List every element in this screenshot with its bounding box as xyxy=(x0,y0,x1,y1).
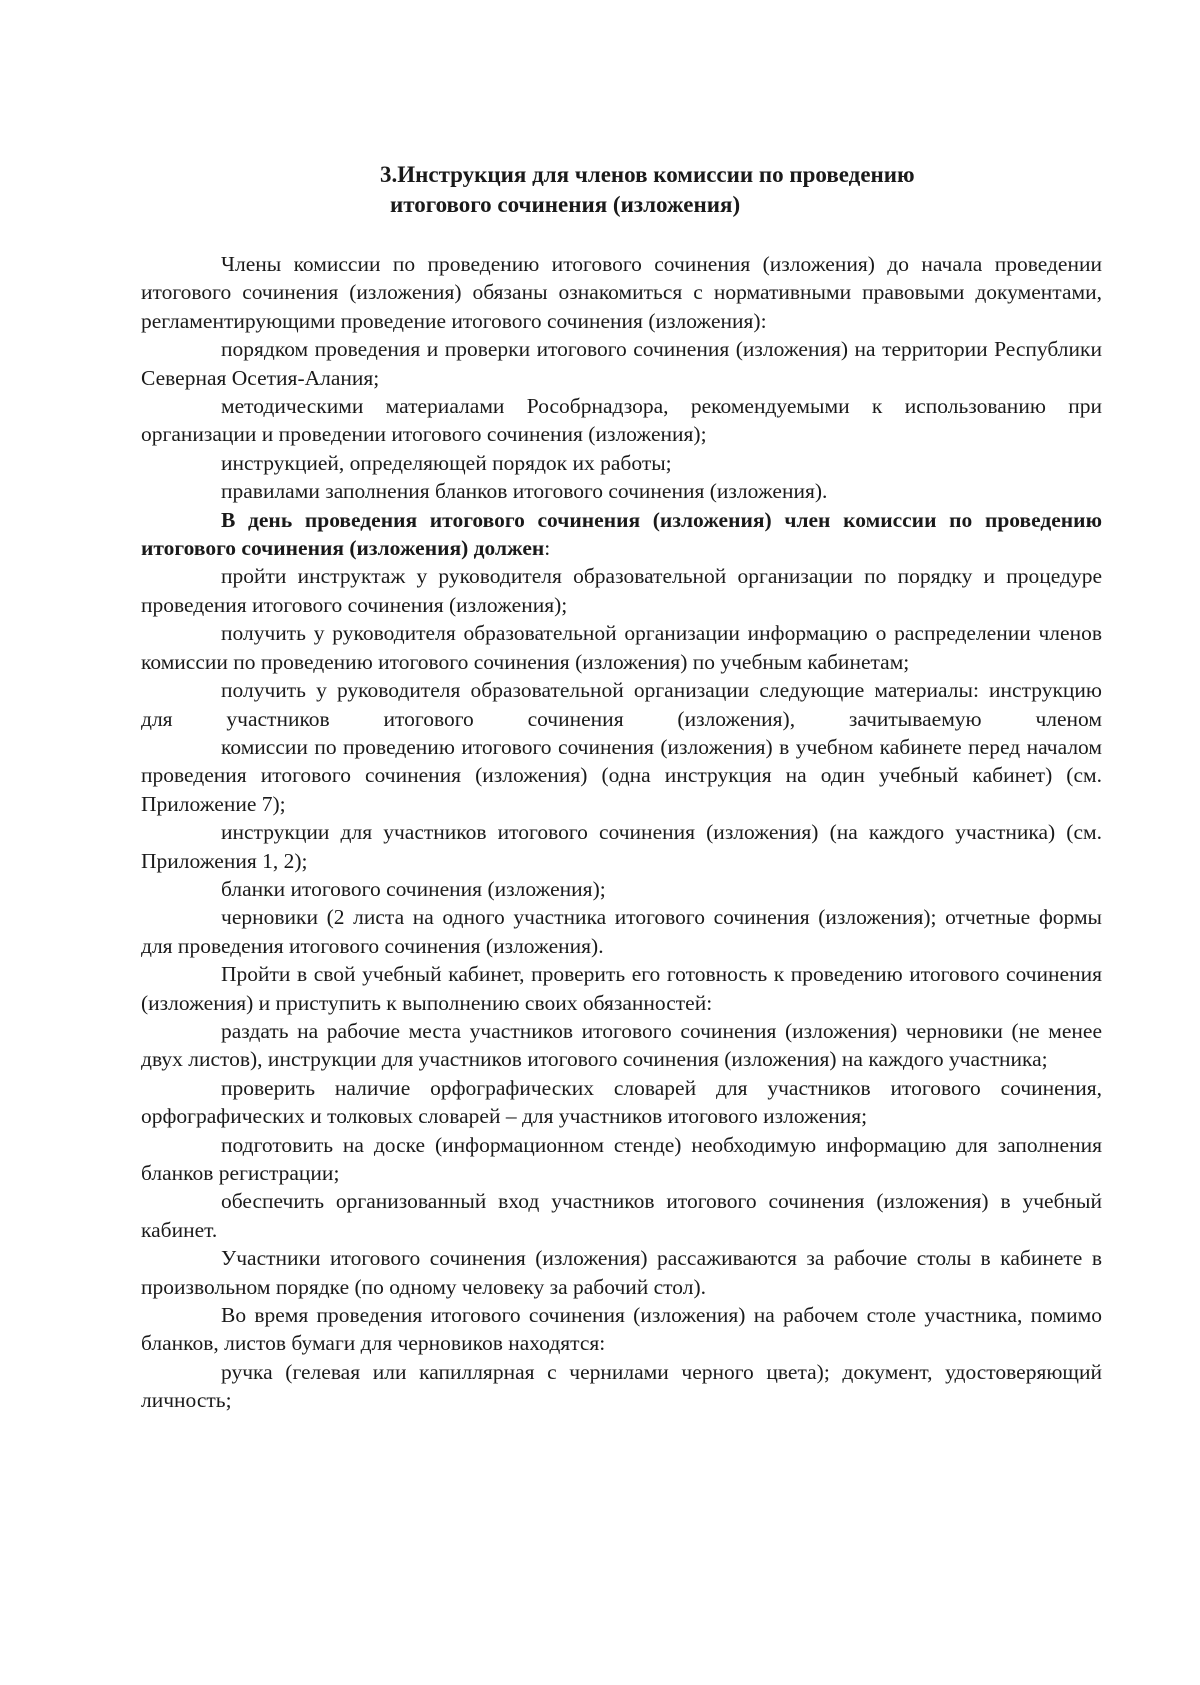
paragraph: черновики (2 листа на одного участника итогового сочинения (изложения); отчетные формы для проведения итогового сочинения (изложения). xyxy=(141,905,1102,958)
paragraph-bold xyxy=(141,506,1102,563)
paragraph: Участники итогового сочинения (изложения) рассаживаются за рабочие столы в кабинете в произвольном порядке (по одному человеку за рабочий стол). xyxy=(141,1246,1102,1299)
paragraph: проверить наличие орфографических словарей для участников итогового сочинения, орфографических и толковых словарей – для участников итогового изложения; xyxy=(141,1075,1102,1129)
paragraph: инструкции для участников итогового сочинения (изложения) (на каждого участника) (см. Приложения 1, 2); xyxy=(141,820,1102,873)
bold-heading-text: В день проведения итогового сочинения (изложения) член комиссии по проведению итогового сочинения (изложения) должен xyxy=(141,507,1102,561)
paragraph: Члены комиссии по проведению итогового сочинения (изложения) до начала проведении итогового сочинения (изложения) обязаны ознакомиться с нормативными правовыми документами, регламентирующими проведение итогового сочинения (изложения): xyxy=(141,252,1102,333)
paragraph: инструкцией, определяющей порядок их работы; xyxy=(221,450,672,475)
paragraph: комиссии по проведению итогового сочинения (изложения) в учебном кабинете перед началом проведения итогового сочинения (изложения) (одна инструкция на один учебный кабинет) (см. Приложение 7); xyxy=(141,734,1102,816)
paragraph: пройти инструктаж у руководителя образовательной организации по порядку и процедуре проведения итогового сочинения (изложения); xyxy=(141,564,1102,617)
paragraph: порядком проведения и проверки итогового сочинения (изложения) на территории Республики Северная Осетия-Алания; xyxy=(141,337,1102,390)
paragraph: ручка (гелевая или капиллярная с чернилами черного цвета); документ, удостоверяющий личность; xyxy=(141,1359,1102,1413)
paragraph: Во время проведения итогового сочинения (изложения) на рабочем столе участника, помимо бланков, листов бумаги для черновиков находятся: xyxy=(141,1303,1102,1356)
paragraph: Пройти в свой учебный кабинет, проверить его готовность к проведению итогового сочинения (изложения) и приступить к выполнению своих обязанностей: xyxy=(141,962,1102,1015)
paragraph: обеспечить организованный вход участников итогового сочинения (изложения) в учебный кабинет. xyxy=(141,1189,1102,1242)
paragraph: раздать на рабочие места участников итогового сочинения (изложения) черновики (не менее двух листов), инструкции для участников итогового сочинения (изложения) на каждого участника; xyxy=(141,1018,1102,1072)
paragraph: правилами заполнения бланков итогового сочинения (изложения). xyxy=(221,479,828,504)
paragraph: получить у руководителя образовательной организации информацию о распределении членов комиссии по проведению итогового сочинения (изложения) по учебным кабинетам; xyxy=(141,621,1102,674)
paragraph: подготовить на доске (информационном стенде) необходимую информацию для заполнения бланков регистрации; xyxy=(141,1132,1102,1185)
title-line-1: 3.Инструкция для членов комиссии по проведению xyxy=(380,162,915,187)
paragraph: методическими материалами Рособрнадзора, рекомендуемыми к использованию при организации и проведении итогового сочинения (изложения); xyxy=(141,394,1102,447)
paragraph: бланки итогового сочинения (изложения); xyxy=(221,876,606,901)
paragraph: получить у руководителя образовательной организации следующие материалы: инструкцию для участников итогового сочинения (изложения), зачитываемую членом xyxy=(141,678,1102,731)
document-body xyxy=(141,250,1102,1415)
section-title xyxy=(380,160,1020,220)
colon-text: : xyxy=(544,536,551,561)
title-line-2: итогового сочинения (изложения) xyxy=(390,192,741,217)
